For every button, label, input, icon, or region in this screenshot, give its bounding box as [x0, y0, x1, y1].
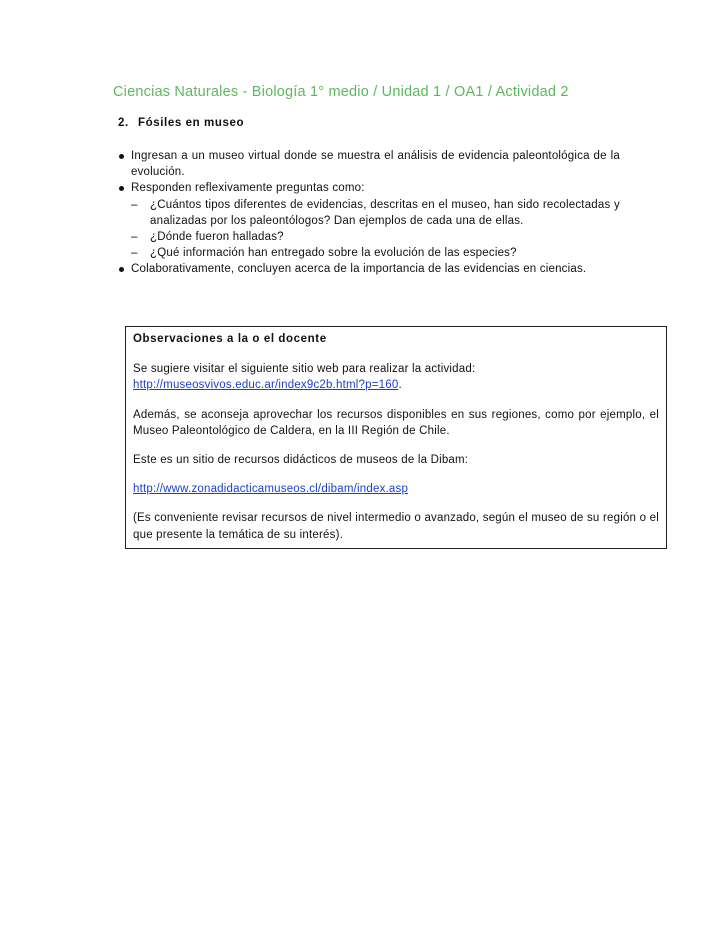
list-item: Colaborativamente, concluyen acerca de la importancia de las evidencias en ciencias. [118, 261, 620, 277]
sub-item-text: ¿Qué información han entregado sobre la evolución de las especies? [150, 247, 517, 260]
section-number: 2. [118, 117, 129, 129]
section-title [118, 117, 244, 129]
observations-paragraph [133, 361, 659, 393]
museos-vivos-link[interactable]: http://museosvivos.educ.ar/index9c2b.html?p=160 [133, 379, 399, 392]
teacher-observations-box [125, 326, 667, 549]
list-item: Ingresan a un museo virtual donde se muestra el análisis de evidencia paleontológica de la evolución. [118, 148, 620, 180]
observations-title: Observaciones a la o el docente [133, 333, 327, 345]
observations-paragraph [133, 481, 659, 497]
observations-paragraph: (Es conveniente revisar recursos de nivel intermedio o avanzado, según el museo de su región o el que presente la temática de su interés). [133, 512, 659, 541]
observations-paragraph: Además, se aconseja aprovechar los recursos disponibles en sus regiones, como por ejemplo, el Museo Paleontológico de Caldera, en la III Región de Chile. [133, 408, 659, 437]
dash-marker: – [131, 247, 138, 260]
sub-list-item [118, 229, 620, 245]
list-item: Responden reflexivamente preguntas como: [118, 180, 620, 196]
sub-item-text: ¿Cuántos tipos diferentes de evidencias, descritas en el museo, han sido recolectadas y analizadas por los paleontólogos? Dan ejemplos de cada una de ellas. [150, 198, 620, 227]
sub-list-item [118, 245, 620, 261]
sub-list-item [118, 197, 620, 229]
period: . [398, 379, 402, 392]
page-header: Ciencias Naturales - Biología 1° medio / Unidad 1 / OA1 / Actividad 2 [113, 84, 569, 100]
dash-marker: – [131, 198, 138, 211]
observations-paragraph: Este es un sitio de recursos didácticos de museos de la Dibam: [133, 454, 469, 467]
dash-marker: – [131, 231, 138, 244]
sub-item-text: ¿Dónde fueron halladas? [150, 231, 284, 244]
activity-list [118, 148, 620, 278]
observations-text: Se sugiere visitar el siguiente sitio web para realizar la actividad: [133, 363, 476, 376]
section-title-text: Fósiles en museo [138, 117, 245, 129]
zona-didactica-link[interactable]: http://www.zonadidacticamuseos.cl/dibam/index.asp [133, 483, 409, 496]
